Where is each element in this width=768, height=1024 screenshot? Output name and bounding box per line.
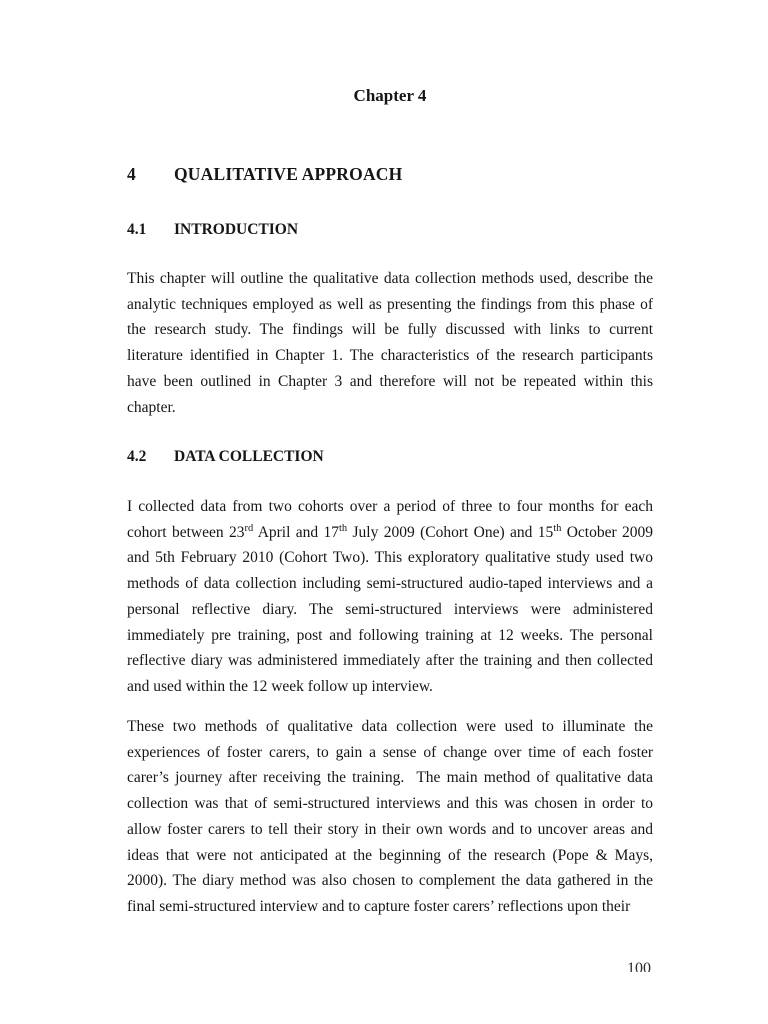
section-number: 4.2: [127, 448, 147, 465]
page-number: 100: [627, 960, 651, 972]
paragraph-text: I collected data from two cohorts over a period of three to four months for each cohort between 23: [127, 498, 653, 541]
chapter-header: Chapter 4: [353, 86, 427, 105]
section-title: DATA COLLECTION: [174, 448, 324, 465]
paragraph-data-collection-1: [127, 494, 653, 700]
ordinal-superscript: th: [339, 522, 348, 534]
paragraph-text: October 2009 and 5th February 2010 (Cohort Two). This exploratory qualitative study used two methods of data collection including semi-structured audio-taped interviews and a personal reflective diary. The semi-structured interviews were administered immediately pre training, post and following training at 12 weeks. The personal reflective diary was administered immediately after the training and then collected and used within the 12 week follow up interview.: [127, 523, 653, 695]
section-heading-4-2: [127, 448, 653, 466]
section-number: 4.1: [127, 221, 147, 238]
paragraph-text: July 2009 (Cohort One) and 15: [347, 523, 554, 541]
ordinal-superscript: th: [553, 522, 562, 534]
paragraph-text: April and 17: [253, 523, 339, 541]
main-heading: [127, 164, 653, 185]
main-heading-number: 4: [127, 164, 136, 184]
paragraph-introduction: This chapter will outline the qualitative data collection methods used, describe the analytic techniques employed as well as presenting the findings from this phase of the research study. The findings will be fully discussed with links to current literature identified in Chapter 1. The characteristics of the research participants have been outlined in Chapter 3 and therefore will not be repeated within this chapter.: [127, 270, 653, 416]
section-heading-4-1: [127, 221, 653, 239]
section-title: INTRODUCTION: [174, 221, 299, 238]
main-heading-title: QUALITATIVE APPROACH: [174, 164, 403, 184]
paragraph-data-collection-2: These two methods of qualitative data collection were used to illuminate the experiences of foster carers, to gain a sense of change over time of each foster carer’s journey after receiving the training. The main method of qualitative data collection was that of semi-structured interviews and this was chosen in order to allow foster carers to tell their story in their own words and to uncover areas and ideas that were not anticipated at the beginning of the research (Pope & Mays, 2000). The diary method was also chosen to complement the data gathered in the final semi-structured interview and to capture foster carers’ reflections upon their: [127, 718, 653, 915]
ordinal-superscript: rd: [244, 522, 254, 534]
